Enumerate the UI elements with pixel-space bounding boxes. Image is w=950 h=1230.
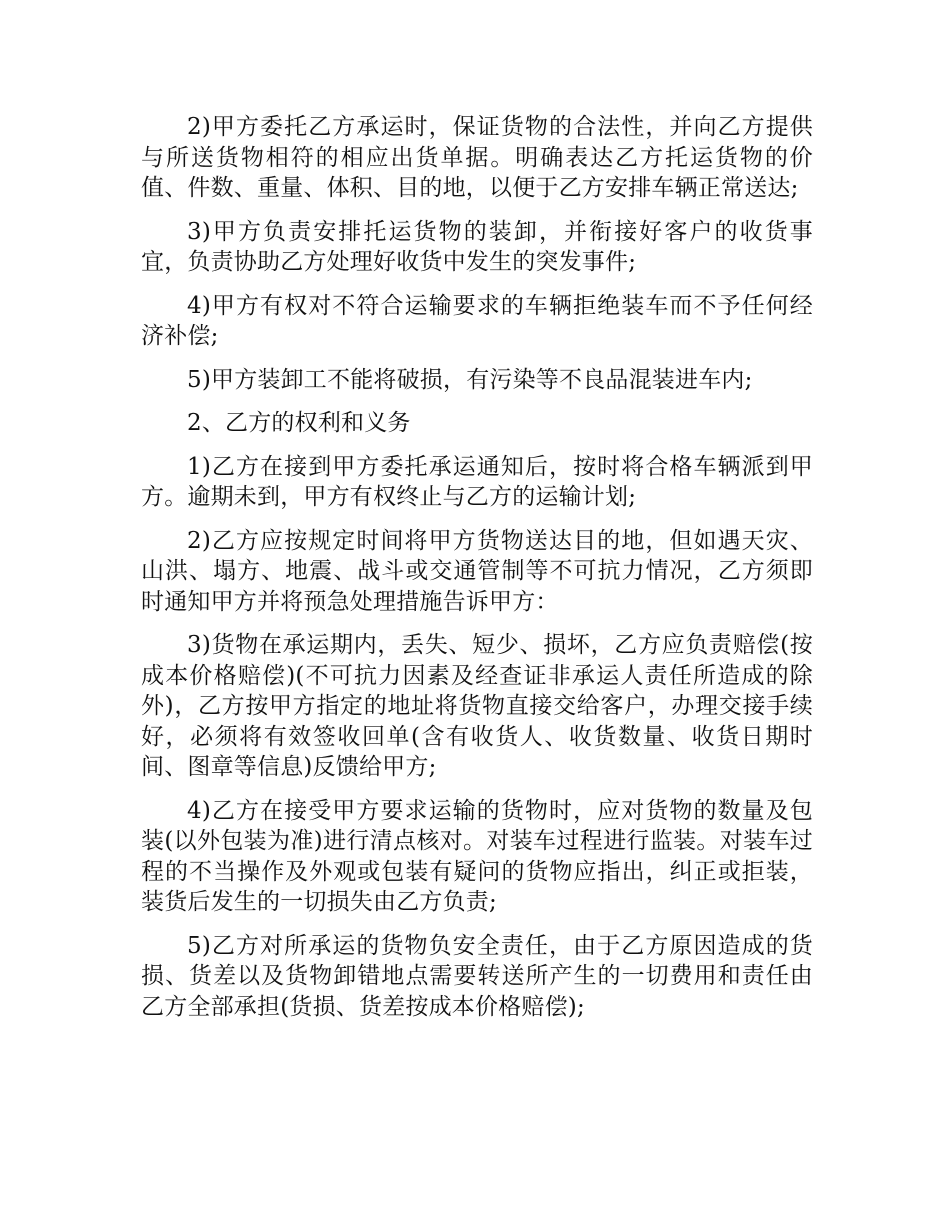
paragraph-party-b-duty-3: 3)货物在承运期内，丢失、短少、损坏，乙方应负责赔偿(按成本价格赔偿)(不可抗力因素及经查证非承运人责任所造成的除外)，乙方按甲方指定的地址将货物直接交给客户，办理交接手续好，必须将有效签收回单(含有收货人、收货数量、收货日期时间、图章等信息)反馈给甲方; (141, 632, 813, 780)
paragraph-party-b-duty-2: 2)乙方应按规定时间将甲方货物送达目的地，但如遇天灾、山洪、塌方、地震、战斗或交通管制等不可抗力情况，乙方须即时通知甲方并将预急处理措施告诉甲方： (141, 527, 813, 615)
document-body (141, 112, 813, 1035)
paragraph-party-a-duty-2: 2)甲方委托乙方承运时，保证货物的合法性，并向乙方提供与所送货物相符的相应出货单据。明确表达乙方托运货物的价值、件数、重量、体积、目的地，以便于乙方安排车辆正常送达; (141, 114, 813, 201)
paragraph-party-b-duty-1: 1)乙方在接到甲方委托承运通知后，按时将合格车辆派到甲方。逾期未到，甲方有权终止与乙方的运输计划; (141, 453, 813, 510)
paragraph-party-a-duty-4: 4)甲方有权对不符合运输要求的车辆拒绝装车而不予任何经济补偿; (141, 292, 813, 349)
paragraph-party-a-duty-3: 3)甲方负责安排托运货物的装卸，并衔接好客户的收货事宜，负责协助乙方处理好收货中发生的突发事件; (141, 218, 813, 275)
paragraph-party-b-duty-5: 5)乙方对所承运的货物负安全责任，由于乙方原因造成的货损、货差以及货物卸错地点需要转送所产生的一切费用和责任由乙方全部承担(货损、货差按成本价格赔偿); (141, 932, 813, 1020)
paragraph-party-b-duty-4: 4)乙方在接受甲方要求运输的货物时，应对货物的数量及包装(以外包装为准)进行清点核对。对装车过程进行监装。对装车过程的不当操作及外观或包装有疑问的货物应指出，纠正或拒装，装货后发生的一切损失由乙方负责; (141, 797, 813, 915)
paragraph-party-a-duty-5: 5)甲方装卸工不能将破损，有污染等不良品混装进车内; (187, 366, 753, 393)
section-heading-party-b: 2、乙方的权利和义务 (187, 410, 411, 436)
